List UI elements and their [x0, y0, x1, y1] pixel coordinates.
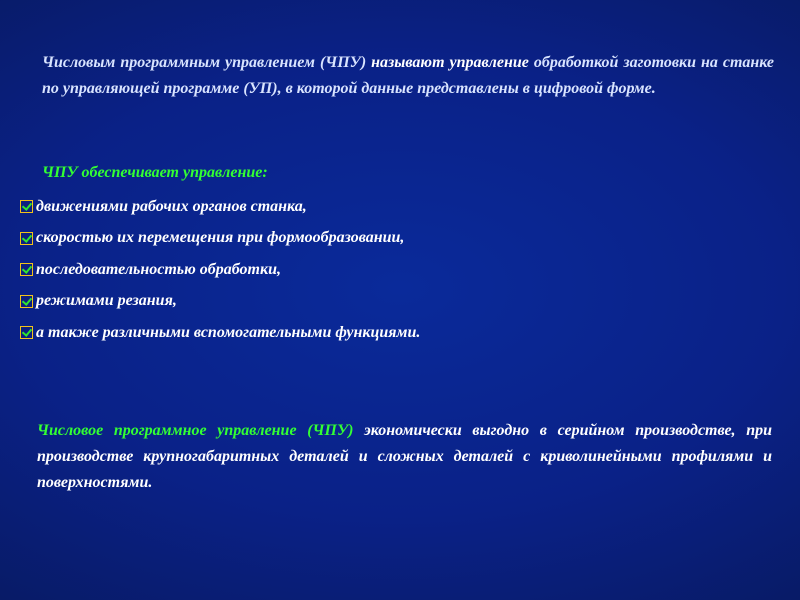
- checkbox-icon: [20, 232, 33, 245]
- checkbox-icon: [20, 263, 33, 276]
- definition-body: обработкой заготовки на станке по управляющей программе (УП), в которой данные представлены в цифровой форме.: [42, 54, 775, 97]
- list-item: [20, 254, 780, 286]
- list-item: [20, 317, 780, 349]
- checkbox-icon: [20, 295, 33, 308]
- list-item-text: движениями рабочих органов станка,: [36, 197, 307, 215]
- definition-paragraph: [42, 50, 774, 102]
- list-item-text: а также различными вспомогательными функциями.: [36, 323, 421, 341]
- list-title: ЧПУ обеспечивает управление:: [42, 164, 268, 181]
- definition-term: Числовым программным управлением (ЧПУ): [42, 54, 367, 71]
- bullet-list: [20, 191, 780, 349]
- checkbox-icon: [20, 200, 33, 213]
- list-item-text: скоростью их перемещения при формообразовании,: [36, 229, 405, 247]
- list-item-text: последовательностью обработки,: [36, 260, 281, 278]
- benefit-body: экономически выгодно в серийном производстве, при производстве крупногабаритных деталей и сложных деталей с криволинейными профилями и поверхностями.: [37, 422, 772, 491]
- benefit-paragraph: [37, 418, 772, 496]
- list-item: [20, 223, 780, 255]
- checkbox-icon: [20, 326, 33, 339]
- list-item: [20, 191, 780, 223]
- list-item-text: режимами резания,: [36, 292, 177, 310]
- benefit-term: Числовое программное управление (ЧПУ): [37, 422, 354, 439]
- list-item: [20, 286, 780, 318]
- definition-verb: называют управление: [366, 54, 534, 71]
